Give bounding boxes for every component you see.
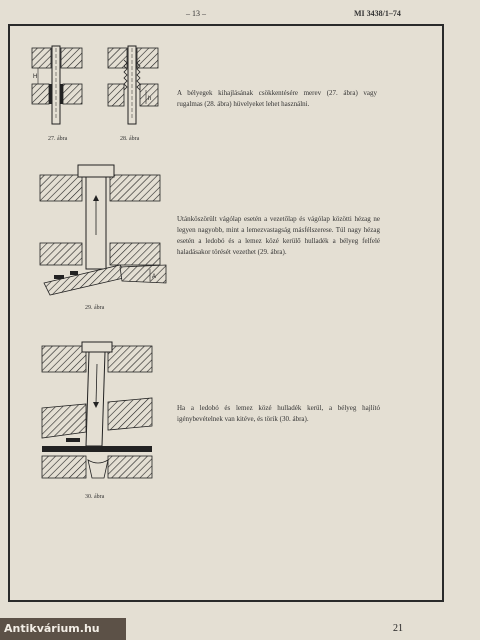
figure-30-caption: 30. ábra xyxy=(85,494,105,500)
header-standard-id: MI 3438/1–74 xyxy=(354,9,401,18)
figure-28-label-h: h xyxy=(148,96,152,102)
figure-29-large-gap-scrap xyxy=(40,165,170,300)
watermark-logo: Antikvárium.hu xyxy=(0,618,126,640)
figure-27-caption: 27. ábra xyxy=(48,136,68,142)
page-number: 21 xyxy=(393,623,403,634)
page-header xyxy=(0,9,480,23)
paragraph-bending: Ha a ledobó és lemez közé hulladék kerül, a bélyeg hajlító igénybevételnek van kitéve, és törik (30. ábra). xyxy=(177,404,380,423)
figure-28-elastic-sleeve xyxy=(108,46,160,124)
figure-29-caption: 29. ábra xyxy=(85,305,105,311)
figure-27-label-h: H xyxy=(33,74,38,80)
figure-27-rigid-sleeve xyxy=(32,46,84,124)
figure-30-bending-fracture xyxy=(42,342,154,492)
paragraph-gap: Utánköszörült vágólap esetén a vezetőlap és vágólap közötti hézag ne legyen nagyobb, mint a lemezvastagság másfélszerese. Túl nagy hézag esetén a ledobó és a lemez közé kerülő hulladék a bélyeg felfelé haladásakor törését vezethet (29. ábra). xyxy=(177,215,380,256)
paragraph-sleeves: A bélyegek kihajlásának csökkentésére merev (27. ábra) vagy rugalmas (28. ábra) hüvelyeket lehet használni. xyxy=(177,89,377,108)
figure-28-caption: 28. ábra xyxy=(120,136,140,142)
figure-29-label-a: A xyxy=(152,274,157,280)
header-page-marker: – 13 – xyxy=(186,9,206,18)
